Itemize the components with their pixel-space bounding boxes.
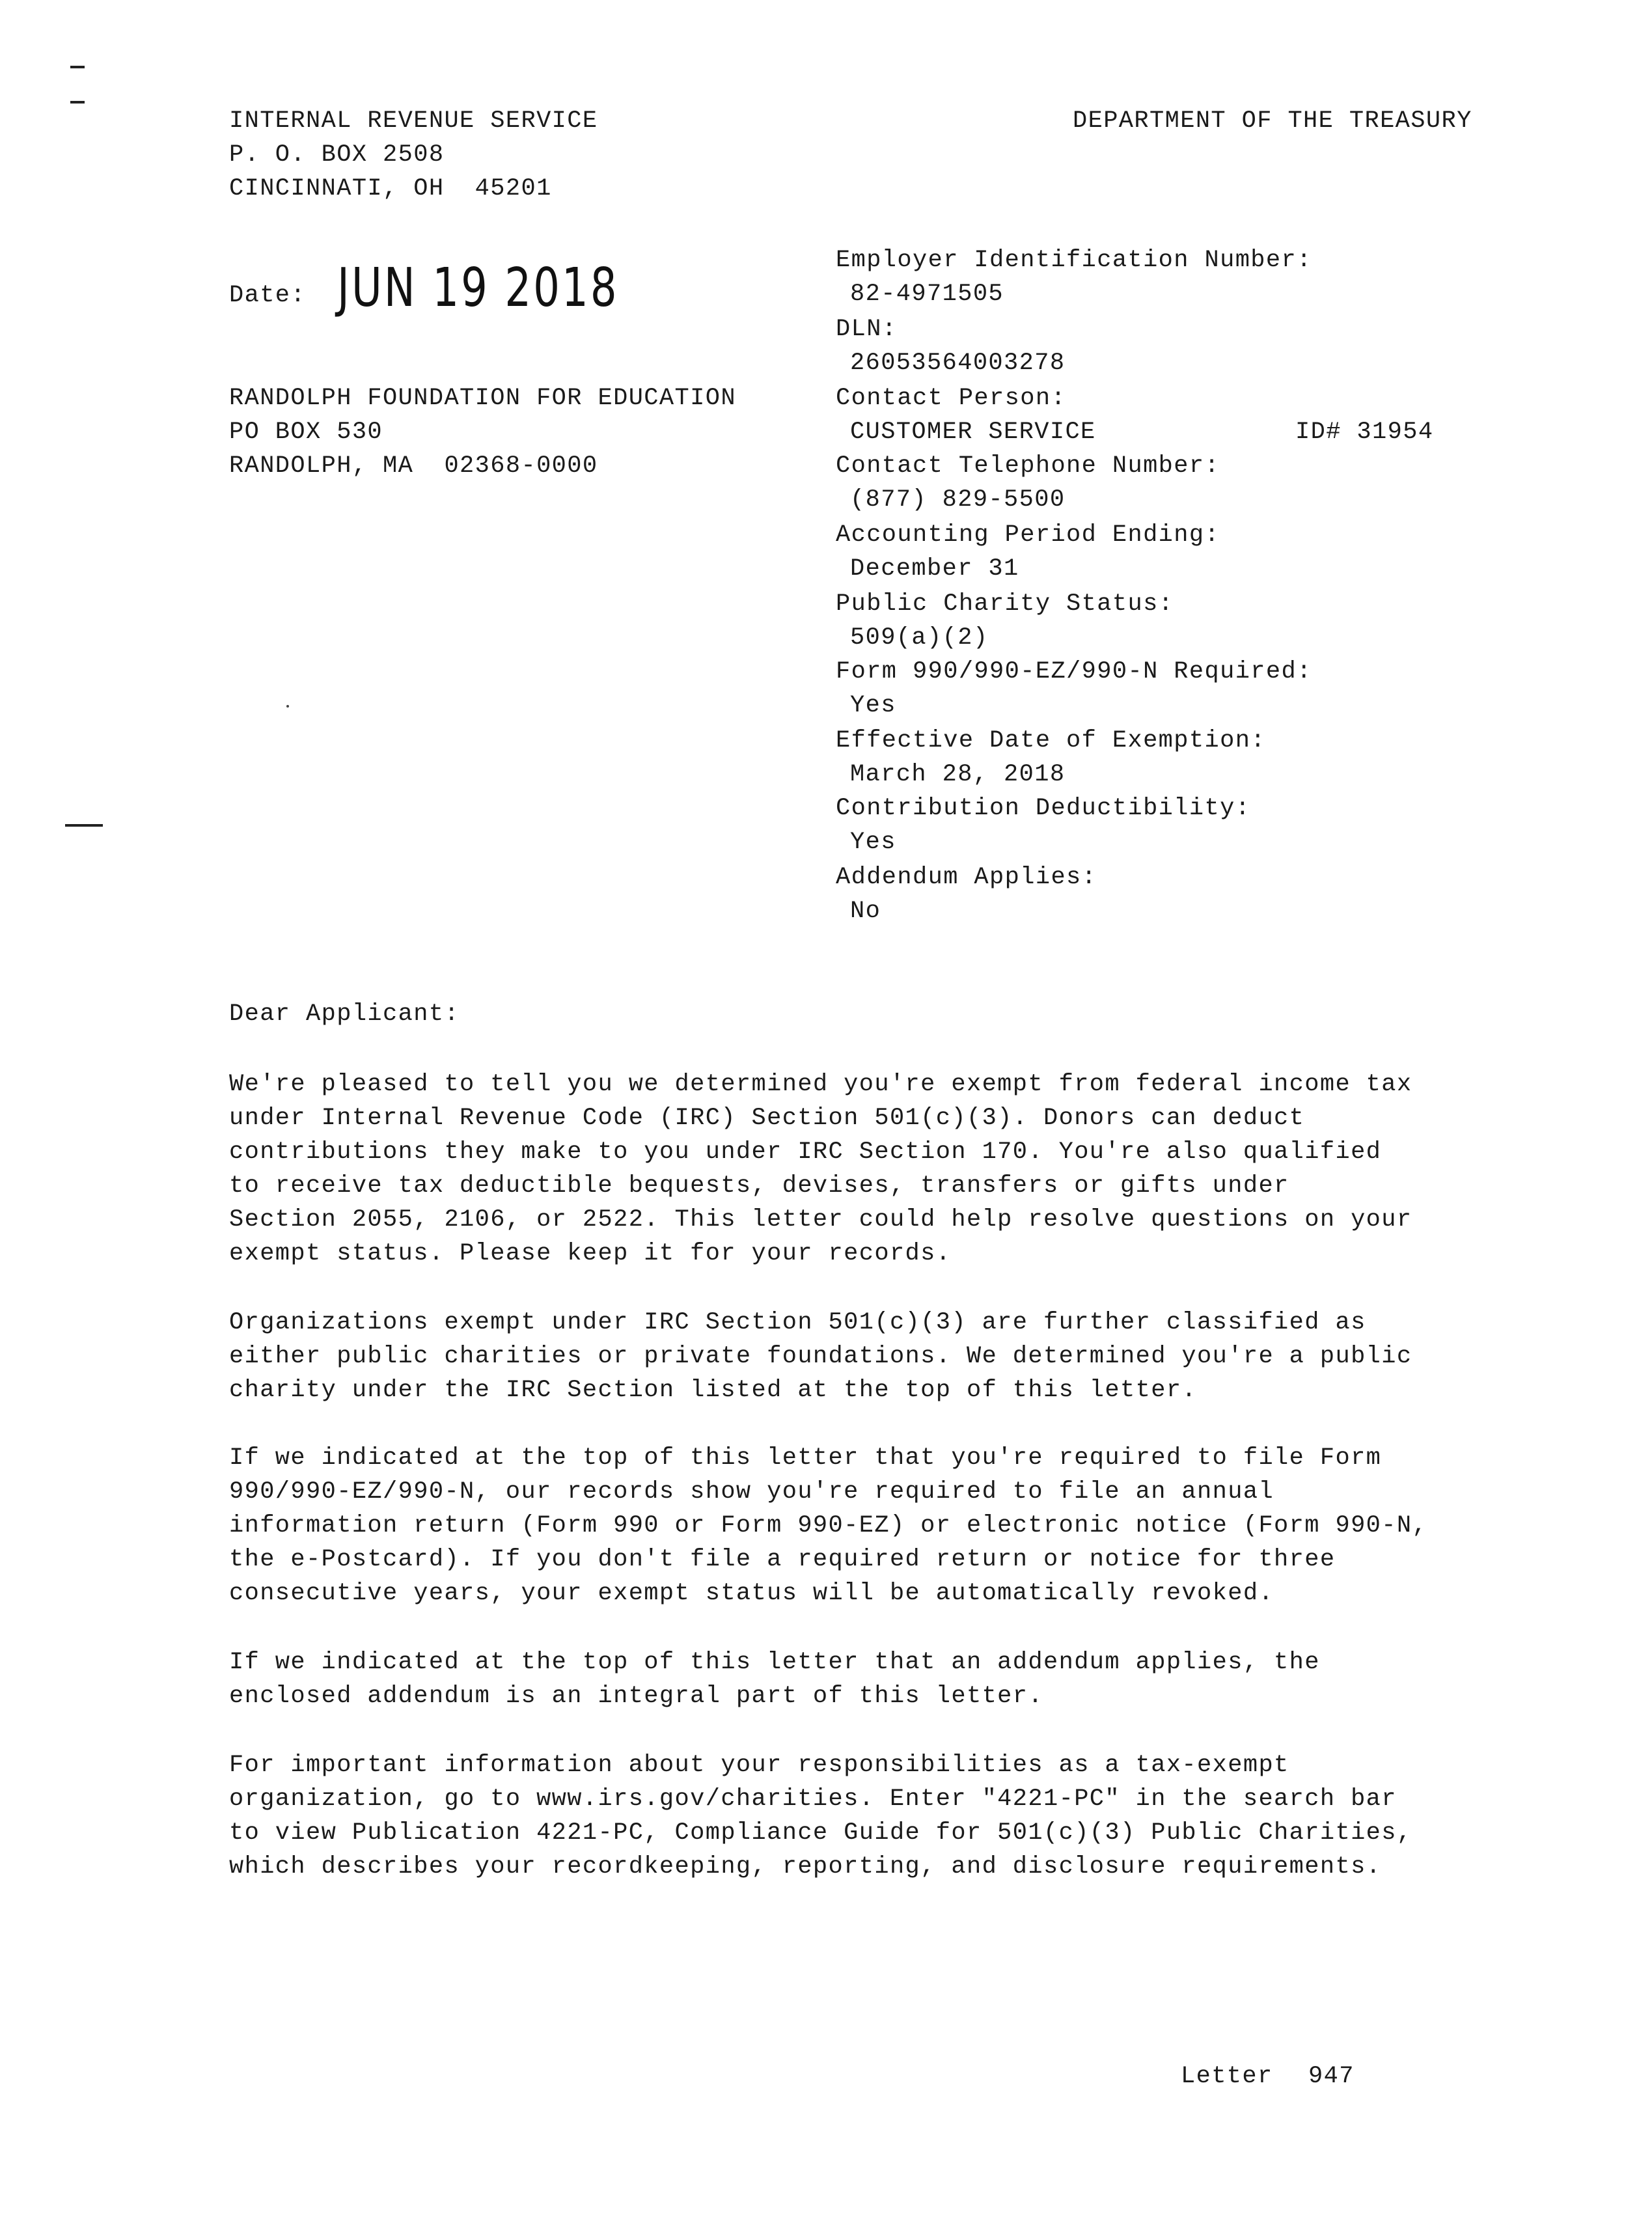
dln-value: 26053564003278 [850,350,1066,377]
paragraph-line: We're pleased to tell you we determined you're exempt from federal income tax [229,1071,1412,1098]
recipient-address: PO BOX 530 [229,419,383,446]
scan-speck [286,705,289,708]
effective-value: March 28, 2018 [850,761,1066,788]
paragraph-line: 990/990-EZ/990-N, our records show you're required to file an annual [229,1478,1274,1506]
phone-value: (877) 829-5500 [850,486,1066,514]
paragraph-line: For important information about your responsibilities as a tax-exempt [229,1752,1289,1779]
deductibility-label: Contribution Deductibility: [836,795,1251,822]
date-label: Date: [229,282,307,309]
paragraph-addendum [229,1646,1570,1713]
ein-value: 82-4971505 [850,281,1004,308]
phone-label: Contact Telephone Number: [836,452,1220,480]
paragraph-line: Organizations exempt under IRC Section 501(c)(3) are further classified as [229,1309,1366,1336]
paragraph-line: either public charities or private foundations. We determined you're a public [229,1343,1412,1370]
paragraph-line: to receive tax deductible bequests, devises, transfers or gifts under [229,1172,1289,1200]
recipient-city: RANDOLPH, MA 02368-0000 [229,452,598,480]
paragraph-line: exempt status. Please keep it for your records. [229,1240,952,1267]
date-stamp: JUN 19 2018 [337,257,619,319]
period-value: December 31 [850,555,1019,583]
margin-mark [70,101,85,103]
paragraph-line: contributions they make to you under IRC Section 170. You're also qualified [229,1138,1382,1166]
paragraph-line: the e-Postcard). If you don't file a required return or notice for three [229,1546,1336,1573]
status-label: Public Charity Status: [836,590,1174,618]
agency-po-box: P. O. BOX 2508 [229,141,445,169]
paragraph-exemption [229,1068,1570,1271]
salutation: Dear Applicant: [229,1000,460,1028]
paragraph-classification [229,1306,1570,1407]
margin-mark [70,66,85,68]
letter-label: Letter [1181,2063,1273,2090]
paragraph-line: consecutive years, your exempt status will be automatically revoked. [229,1580,1274,1607]
dln-label: DLN: [836,316,898,343]
form-label: Form 990/990-EZ/990-N Required: [836,658,1312,685]
addendum-label: Addendum Applies: [836,864,1097,891]
paragraph-line: If we indicated at the top of this letter that an addendum applies, the [229,1649,1320,1676]
paragraph-line: charity under the IRC Section listed at the top of this letter. [229,1377,1198,1404]
contact-label: Contact Person: [836,385,1067,412]
paragraph-line: information return (Form 990 or Form 990-EZ) or electronic notice (Form 990-N, [229,1512,1428,1539]
form-value: Yes [850,692,896,719]
paragraph-line: If we indicated at the top of this letter that you're required to file Form [229,1444,1382,1472]
addendum-value: No [850,898,881,925]
deductibility-value: Yes [850,829,896,856]
agency-name: INTERNAL REVENUE SERVICE [229,107,598,135]
department-name: DEPARTMENT OF THE TREASURY [1073,107,1472,135]
paragraph-line: under Internal Revenue Code (IRC) Section 501(c)(3). Donors can deduct [229,1105,1305,1132]
status-value: 509(a)(2) [850,624,989,652]
recipient-name: RANDOLPH FOUNDATION FOR EDUCATION [229,385,736,412]
paragraph-line: Section 2055, 2106, or 2522. This letter could help resolve questions on your [229,1206,1412,1234]
ein-label: Employer Identification Number: [836,247,1312,274]
paragraph-filing [229,1441,1570,1610]
paragraph-line: organization, go to www.irs.gov/charities. Enter "4221-PC" in the search bar [229,1785,1397,1813]
paragraph-line: which describes your recordkeeping, reporting, and disclosure requirements. [229,1853,1382,1881]
letter-number: 947 [1308,2063,1355,2090]
contact-id: ID# 31954 [1295,419,1434,446]
effective-label: Effective Date of Exemption: [836,727,1266,754]
paragraph-line: to view Publication 4221-PC, Compliance Guide for 501(c)(3) Public Charities, [229,1819,1412,1847]
agency-city: CINCINNATI, OH 45201 [229,175,552,202]
paragraph-responsibilities [229,1748,1570,1884]
period-label: Accounting Period Ending: [836,521,1220,549]
margin-mark [65,824,103,827]
paragraph-line: enclosed addendum is an integral part of this letter. [229,1683,1043,1710]
contact-value: CUSTOMER SERVICE [850,419,1096,446]
